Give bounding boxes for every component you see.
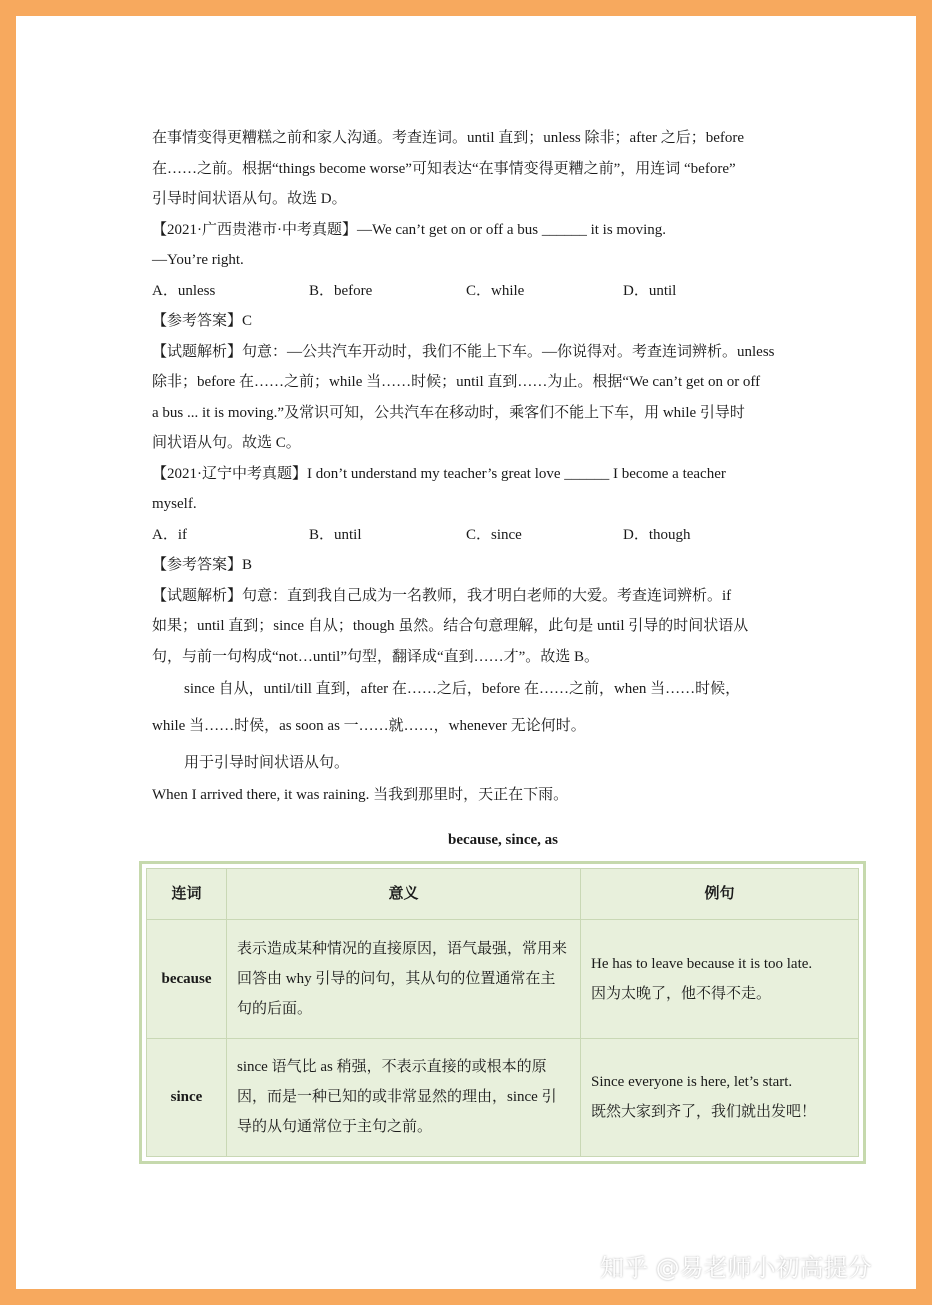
option-d: D．until	[623, 282, 677, 299]
question-1-analysis: 间状语从句。故选 C。	[152, 435, 301, 451]
question-2-stem-cont: myself.	[152, 496, 197, 512]
option-b: B．until	[309, 526, 362, 543]
cell-word: because	[147, 920, 227, 1039]
option-a: A．if	[152, 526, 187, 543]
option-c: C．while	[466, 282, 525, 299]
table-row	[147, 920, 859, 1039]
question-2-answer: 【参考答案】B	[152, 557, 253, 573]
option-d: D．though	[623, 526, 691, 543]
example-zh: 既然大家到齐了，我们就出发吧！	[591, 1104, 817, 1121]
question-2-analysis: 句，与前一句构成“not…until”句型，翻译成“直到……才”。故选 B。	[152, 648, 600, 665]
option-a: A．unless	[152, 282, 216, 299]
question-2-analysis: 如果；until 直到；since 自从；though 虽然。结合句意理解，此句是 until 引导的时间状语从	[152, 618, 749, 634]
example-en: He has to leave because it is too late.	[591, 955, 813, 972]
header-word: 连词	[147, 869, 227, 920]
header-example: 例句	[581, 869, 859, 920]
cell-meaning: since 语气比 as 稍强，不表示直接的或根本的原因，而是一种已知的或非常显然的理由，since 引导的从句通常位于主句之前。	[227, 1038, 581, 1157]
document-body	[152, 123, 792, 811]
example-sentence: When I arrived there, it was raining. 当我到那里时，天正在下雨。	[152, 787, 569, 803]
table-row	[147, 1038, 859, 1157]
example-zh: 因为太晚了，他不得不走。	[591, 985, 772, 1002]
option-b: B．before	[309, 282, 373, 299]
table-header-row	[147, 869, 859, 920]
comparison-table-frame	[139, 861, 866, 1164]
paragraph-line: 引导时间状语从句。故选 D。	[152, 191, 347, 207]
paragraph-line: 在……之前。根据“things become worse”可知表达“在事情变得更糟之前”，用连词 “before”	[152, 160, 736, 177]
comparison-table	[146, 868, 859, 1157]
question-1-analysis: 除非；before 在……之前；while 当……时候；until 直到……为止。根据“We can’t get on or off	[152, 374, 761, 390]
question-2-stem: 【2021·辽宁中考真题】I don’t understand my teacher’s great love ______ I become a teacher	[152, 465, 726, 482]
question-1-answer: 【参考答案】C	[152, 313, 253, 329]
question-1-stem: 【2021·广西贵港市·中考真题】—We can’t get on or off a bus ______ it is moving.	[152, 221, 667, 238]
question-2-analysis: 【试题解析】句意：直到我自己成为一名教师，我才明白老师的大爱。考查连词辨析。if	[152, 587, 732, 604]
table-title: because, since, as	[448, 832, 558, 848]
paragraph-line: 在事情变得更糟糕之前和家人沟通。考查连词。until 直到；unless 除非；after 之后；before	[152, 130, 745, 146]
summary-line: since 自从，until/till 直到，after 在……之后，before 在……之前，when 当……时候，	[184, 681, 741, 697]
question-2-options	[152, 520, 792, 551]
summary-line: while 当……时侯，as soon as 一……就……，whenever 无论何时。	[152, 718, 586, 734]
usage-note: 用于引导时间状语从句。	[184, 755, 350, 771]
cell-meaning: 表示造成某种情况的直接原因，语气最强，常用来回答由 why 引导的问句，其从句的位置通常在主句的后面。	[227, 920, 581, 1039]
cell-example	[581, 1038, 859, 1157]
cell-example	[581, 920, 859, 1039]
question-1-analysis: a bus ... it is moving.”及常识可知，公共汽车在移动时，乘客们不能上下车，用 while 引导时	[152, 404, 745, 421]
cell-word: since	[147, 1038, 227, 1157]
option-c: C．since	[466, 526, 522, 543]
question-1-analysis: 【试题解析】句意：—公共汽车开动时，我们不能上下车。—你说得对。考查连词辨析。unless	[152, 343, 775, 360]
watermark: 知乎 @易老师小初高提分	[600, 1254, 872, 1282]
header-meaning: 意义	[227, 869, 581, 920]
question-1-options	[152, 276, 792, 307]
example-en: Since everyone is here, let’s start.	[591, 1074, 793, 1091]
question-1-reply: —You’re right.	[152, 252, 244, 268]
